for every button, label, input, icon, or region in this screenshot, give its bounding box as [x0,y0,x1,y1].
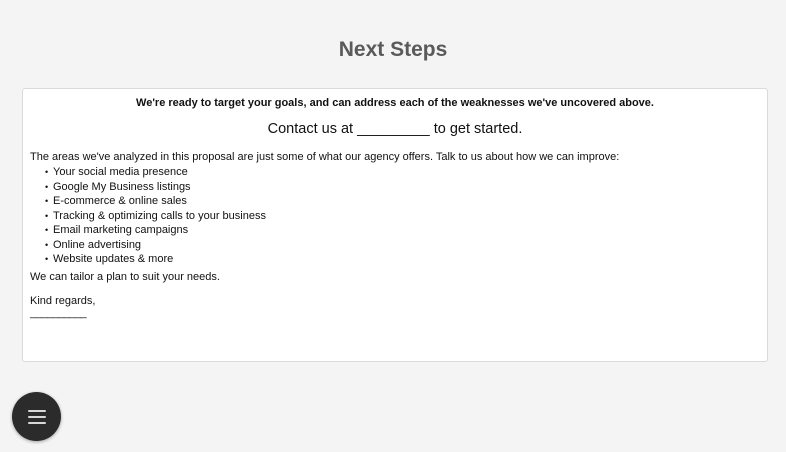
services-intro: The areas we've analyzed in this proposal are just some of what our agency offers. Talk to us about how we can improve: [30,151,620,163]
bullet-icon: • [45,167,49,177]
service-label: Online advertising [53,238,142,251]
list-item [30,223,266,238]
bullet-icon: • [45,210,49,221]
hamburger-menu-icon [28,410,46,424]
bullet-icon: • [45,196,49,206]
list-item [30,180,266,195]
bullet-icon: • [45,181,49,192]
service-label: Your social media presence [53,166,188,178]
page-title: Next Steps [338,38,448,61]
tailor-line: We can tailor a plan to suit your needs. [30,271,220,283]
service-label: Tracking & optimizing calls to your business [53,209,266,222]
next-steps-card [22,88,768,362]
service-label: Google My Business listings [53,180,191,193]
list-item [30,165,266,180]
bullet-icon: • [45,225,49,235]
service-label: Email marketing campaigns [53,224,189,236]
list-item [30,194,266,209]
services-list [30,165,266,267]
list-item [30,238,266,253]
bullet-icon: • [45,254,49,264]
signature-line: __________ [30,307,87,319]
bullet-icon: • [45,239,49,250]
service-label: Website updates & more [53,253,174,265]
contact-line: Contact us at _________ to get started. [267,121,523,137]
closing-text: Kind regards, [30,295,96,307]
service-label: E-commerce & online sales [53,195,187,207]
list-item [30,209,266,224]
list-item [30,252,266,267]
menu-button[interactable] [12,392,61,441]
card-headline: We're ready to target your goals, and can address each of the weaknesses we've uncovered above. [136,97,654,109]
